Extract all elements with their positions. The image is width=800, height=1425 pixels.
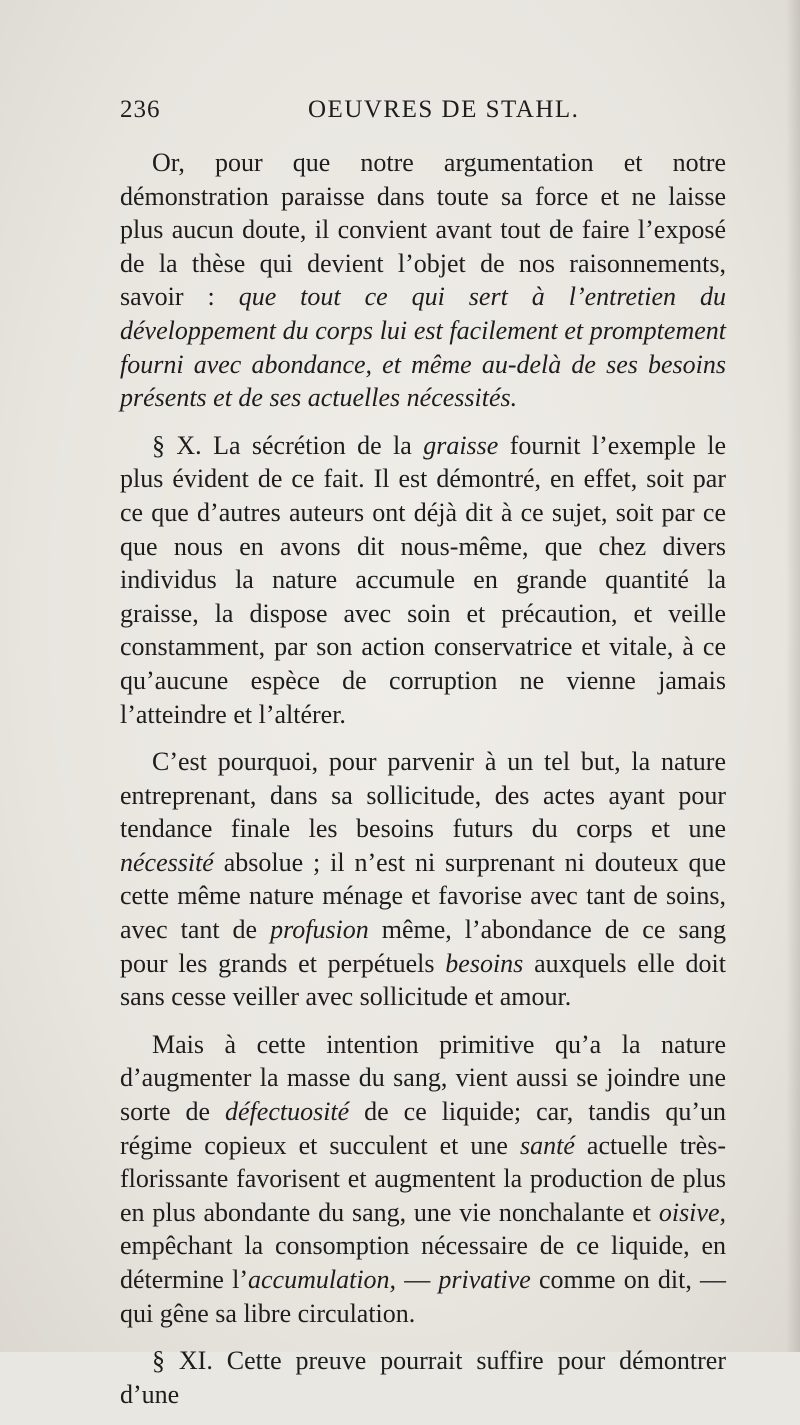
text-span: La sécrétion de la xyxy=(213,430,424,460)
italic-span: graisse xyxy=(423,430,499,460)
italic-span: santé xyxy=(520,1130,575,1160)
text-span: fournit l’exemple le plus évident de ce fait. Il est démontré, en effet, soit par ce que d’autres auteurs ont déjà dit à ce sujet, soit par ce que nous en avons dit nous-même, que chez divers individus la nature accumule en grande quantité la graisse, la dispose avec soin et précaution, et veille constamment, par son action conservatrice et vitale, à ce qu’aucune espèce de corruption ne vienne jamais l’atteindre et l’altérer. xyxy=(120,430,726,729)
running-head: OEUVRES DE STAHL. xyxy=(308,96,580,123)
paragraph-section-x xyxy=(120,429,726,731)
text-span: Or, pour que notre argumentation et notre démonstration paraisse dans toute sa force et ne laisse plus aucun doute, il convient avant tout de faire l’exposé de la thèse qui devient l’objet de nos raisonnements, savoir : xyxy=(120,148,726,312)
italic-span: privative xyxy=(438,1265,531,1294)
paragraph-section-xi xyxy=(120,1344,726,1411)
text-span: absolue ; il n’est ni surprenant ni douteux que cette même nature ménage et favorise avec tant de soins, avec tant de xyxy=(120,847,726,945)
text-span: — xyxy=(396,1265,439,1294)
text-span: empêchant la consomption nécessaire de ce liquide, en détermine l’ xyxy=(120,1231,726,1294)
italic-span: oisive, xyxy=(658,1197,726,1227)
paragraph-1 xyxy=(120,146,726,415)
text-span: Mais à cette intention primitive qu’a la nature d’augmenter la masse du sang, vient aussi se joindre une sorte de xyxy=(120,1029,726,1127)
italic-span: accumulation, xyxy=(248,1265,397,1294)
text-span: C’est pourquoi, pour parvenir à un tel but, la nature entreprenant, dans sa sollicitude, des actes ayant pour tendance finale les besoins futurs du corps et une xyxy=(120,747,726,844)
text-span: auxquels elle doit sans cesse veiller avec sollicitude et amour. xyxy=(120,948,726,1012)
section-marker: § XI. xyxy=(152,1346,227,1376)
body-text xyxy=(120,146,726,1425)
italic-span: que tout ce qui sert à l’entretien du développement du corps lui est facilement et promptement fourni avec abondance, et même au-delà de ses besoins présents et de ses actuelles nécessités. xyxy=(120,282,727,413)
text-span: de ce liquide; car, tandis qu’un régime copieux et succulent et une xyxy=(120,1097,726,1160)
paragraph-3 xyxy=(120,745,726,1014)
paragraph-4 xyxy=(120,1028,726,1330)
italic-span: défectuosité xyxy=(225,1097,350,1127)
italic-span: nécessité xyxy=(120,847,214,877)
text-span: Cette preuve pourrait suffire pour démontrer d’une xyxy=(120,1346,726,1409)
page-number: 236 xyxy=(120,96,161,123)
text-span: actuelle très-florissante favorisent et augmentent la production de plus en plus abondante du sang, une vie nonchalante et xyxy=(120,1130,727,1227)
text-span: comme on dit, — qui gêne sa libre circulation. xyxy=(120,1265,726,1328)
section-marker: § X. xyxy=(152,430,214,460)
italic-span: besoins xyxy=(445,948,524,978)
text-span: même, l’abondance de ce sang pour les grands et perpétuels xyxy=(120,915,726,978)
italic-span: profusion xyxy=(270,915,369,945)
page-edge-shadow xyxy=(786,0,800,1352)
page-header xyxy=(120,96,720,136)
